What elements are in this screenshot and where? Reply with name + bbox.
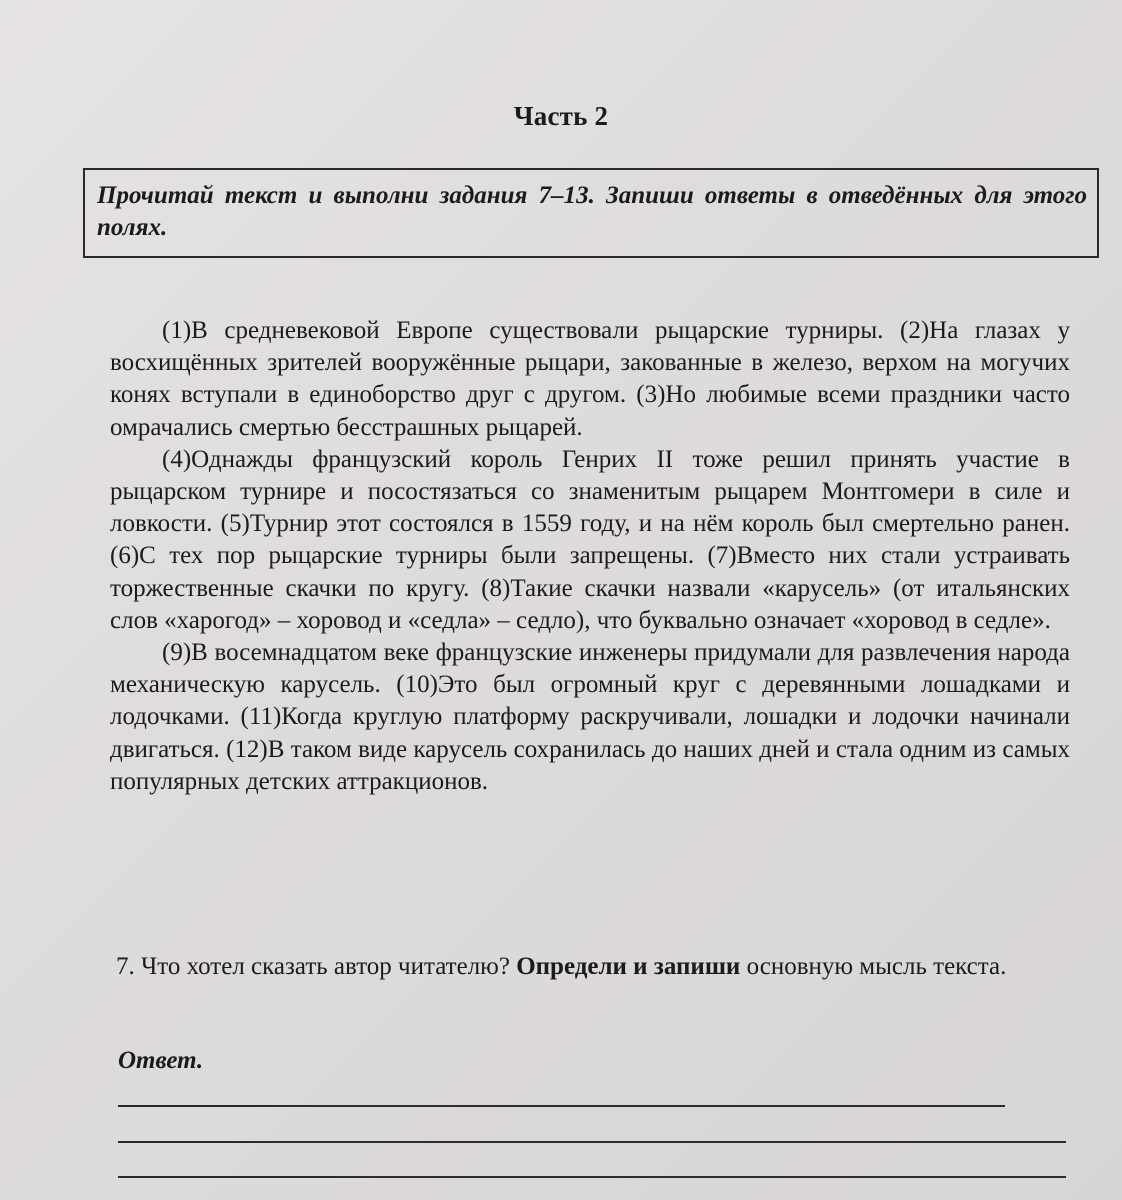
answer-line-1[interactable] xyxy=(118,1105,1005,1107)
task-bold-instruction: Определи и запиши xyxy=(516,953,741,980)
task-text-after: основную мысль текста. xyxy=(746,953,1007,980)
instruction-box: Прочитай текст и выполни задания 7–13. Запиши ответы в отведённых для этого полях. xyxy=(83,168,1099,258)
text-paragraph-3: (9)В восемнадцатом веке французские инженеры придумали для развлечения народа механическую карусель. (10)Это был огромный круг с деревянными лошадками и лодочками. (11)Когда круглую платформу раскручивали, лошадки и лодочки начинали двигаться. (12)В таком виде карусель сохранилась до наших дней и стала одним из самых популярных детских аттракционов. xyxy=(110,639,1070,795)
text-paragraph-2: (4)Однажды французский король Генрих II тоже решил принять участие в рыцарском турнире и посостязаться со знаменитым рыцарем Монтгомери в силе и ловкости. (5)Турнир этот состоялся в 1559 году, и на нём король был смертельно ранен. (6)С тех пор рыцарские турниры были запрещены. (7)Вместо них стали устраивать торжественные скачки по кругу. (8)Такие скачки назвали «карусель» (от итальянских слов «харогод» – хоровод и «седла» – седло), что буквально означает «хоровод в седле». xyxy=(110,445,1070,634)
task-7-question xyxy=(116,950,1046,983)
task-number: 7. xyxy=(116,953,135,980)
answer-line-2[interactable] xyxy=(118,1141,1066,1143)
answer-label: Ответ. xyxy=(118,1047,204,1074)
task-text-before: Что хотел сказать автор читателю? xyxy=(141,953,510,980)
text-paragraph-1: (1)В средневековой Европе существовали рыцарские турниры. (2)На глазах у восхищённых зрителей вооружённые рыцари, закованные в железо, верхом на могучих конях вступали в единоборство друг с другом. (3)Но любимые всеми праздники часто омрачались смертью бесстрашных рыцарей. xyxy=(110,317,1070,441)
reading-text xyxy=(110,315,1070,798)
answer-line-3[interactable] xyxy=(118,1176,1066,1178)
part-title: Часть 2 xyxy=(513,101,609,131)
